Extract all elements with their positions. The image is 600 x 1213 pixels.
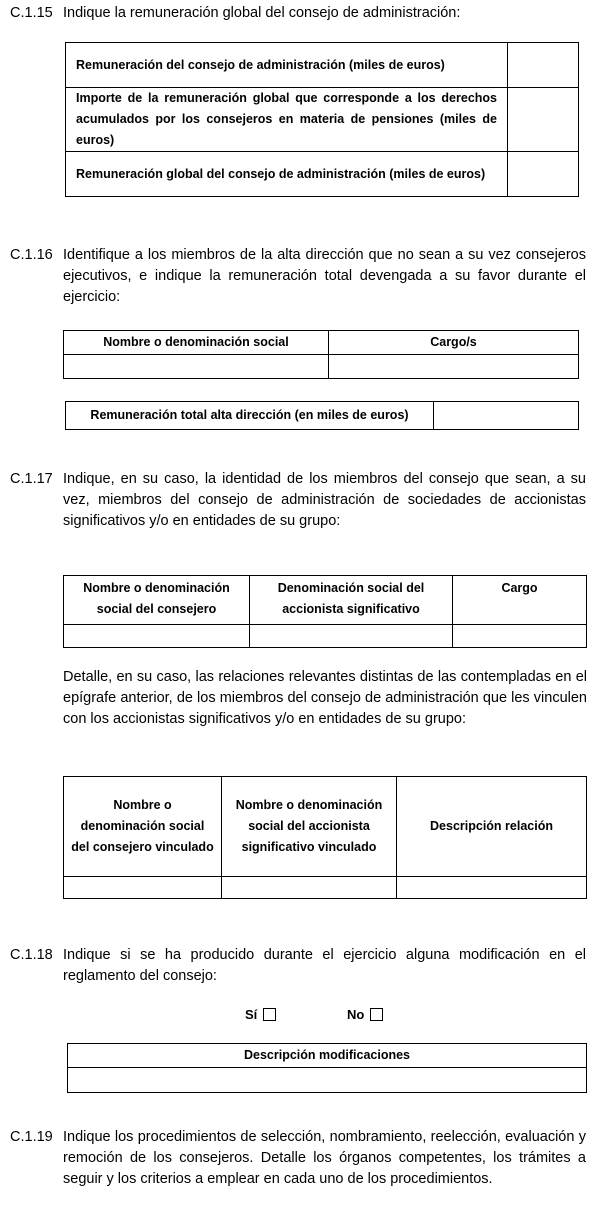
board-remuneration-table (65, 42, 579, 197)
question-number: C.1.18 (10, 947, 53, 963)
question-number: C.1.19 (10, 1129, 53, 1145)
table-cell[interactable] (64, 625, 250, 648)
table-cell[interactable] (453, 625, 587, 648)
table-value-cell[interactable] (434, 402, 579, 430)
no-option[interactable] (347, 1007, 383, 1022)
table-value-cell[interactable] (508, 152, 579, 197)
table-value-cell[interactable] (508, 88, 579, 152)
question-c115 (10, 3, 586, 24)
table-cell[interactable] (64, 877, 222, 899)
table-cell[interactable] (397, 877, 587, 899)
table-header: Descripción relación (397, 777, 587, 877)
table-row-label: Remuneración total alta dirección (en miles de euros) (66, 402, 434, 430)
yes-label: Sí (245, 1007, 258, 1022)
senior-management-total-table (65, 401, 579, 430)
table-value-cell[interactable] (508, 43, 579, 88)
question-text: Identifique a los miembros de la alta dirección que no sean a su vez consejeros ejecutivos, e indique la remuneración total devengada a su favor durante el ejercicio: (63, 247, 586, 305)
table-cell[interactable] (250, 625, 453, 648)
table-header: Denominación social del accionista significativo (250, 576, 453, 625)
no-label: No (347, 1007, 365, 1022)
table-cell[interactable] (222, 877, 397, 899)
table-header: Cargo (453, 576, 587, 625)
yes-checkbox[interactable] (263, 1008, 276, 1021)
table-header: Nombre o denominación social del consejero (64, 576, 250, 625)
table-row-label: Remuneración global del consejo de administración (miles de euros) (66, 152, 508, 197)
question-text: Indique si se ha producido durante el ejercicio alguna modificación en el reglamento del consejo: (63, 947, 586, 984)
question-text: Indique, en su caso, la identidad de los miembros del consejo que sean, a su vez, miembros del consejo de administración de sociedades de accionistas significativos y/o en entidades de su grupo: (63, 471, 586, 529)
question-c118 (10, 945, 586, 987)
question-number: C.1.15 (10, 5, 53, 21)
question-c116 (10, 245, 586, 308)
table-header: Nombre o denominación social del consejero vinculado (64, 777, 222, 877)
senior-management-table (63, 330, 579, 379)
yes-option[interactable] (245, 1007, 276, 1022)
table-header: Descripción modificaciones (68, 1044, 587, 1068)
board-members-shareholders-table (63, 575, 587, 648)
question-c117 (10, 469, 586, 532)
table-header: Nombre o denominación social (64, 331, 329, 355)
table-header: Nombre o denominación social del accionista significativo vinculado (222, 777, 397, 877)
table-row-label: Importe de la remuneración global que corresponde a los derechos acumulados por los consejeros en materia de pensiones (miles de euros) (66, 88, 508, 152)
table-cell[interactable] (64, 355, 329, 379)
table-row-label: Remuneración del consejo de administración (miles de euros) (66, 43, 508, 88)
table-cell[interactable] (68, 1068, 587, 1093)
question-number: C.1.17 (10, 471, 53, 487)
table-cell[interactable] (329, 355, 579, 379)
detail-paragraph: Detalle, en su caso, las relaciones relevantes distintas de las contempladas en el epígrafe anterior, de los miembros del consejo de administración que les vinculen con los accionistas significativos y/o en entidades de su grupo: (63, 669, 587, 727)
question-text: Indique la remuneración global del consejo de administración: (63, 5, 461, 21)
question-text: Indique los procedimientos de selección, nombramiento, reelección, evaluación y remoción de los consejeros. Detalle los órganos competentes, los trámites a seguir y los criterios a emplear en cada uno de los procedimientos. (63, 1129, 586, 1187)
table-header: Cargo/s (329, 331, 579, 355)
no-checkbox[interactable] (370, 1008, 383, 1021)
question-number: C.1.16 (10, 247, 53, 263)
board-members-relations-table (63, 776, 587, 899)
question-c119 (10, 1127, 586, 1190)
modifications-table (67, 1043, 587, 1093)
